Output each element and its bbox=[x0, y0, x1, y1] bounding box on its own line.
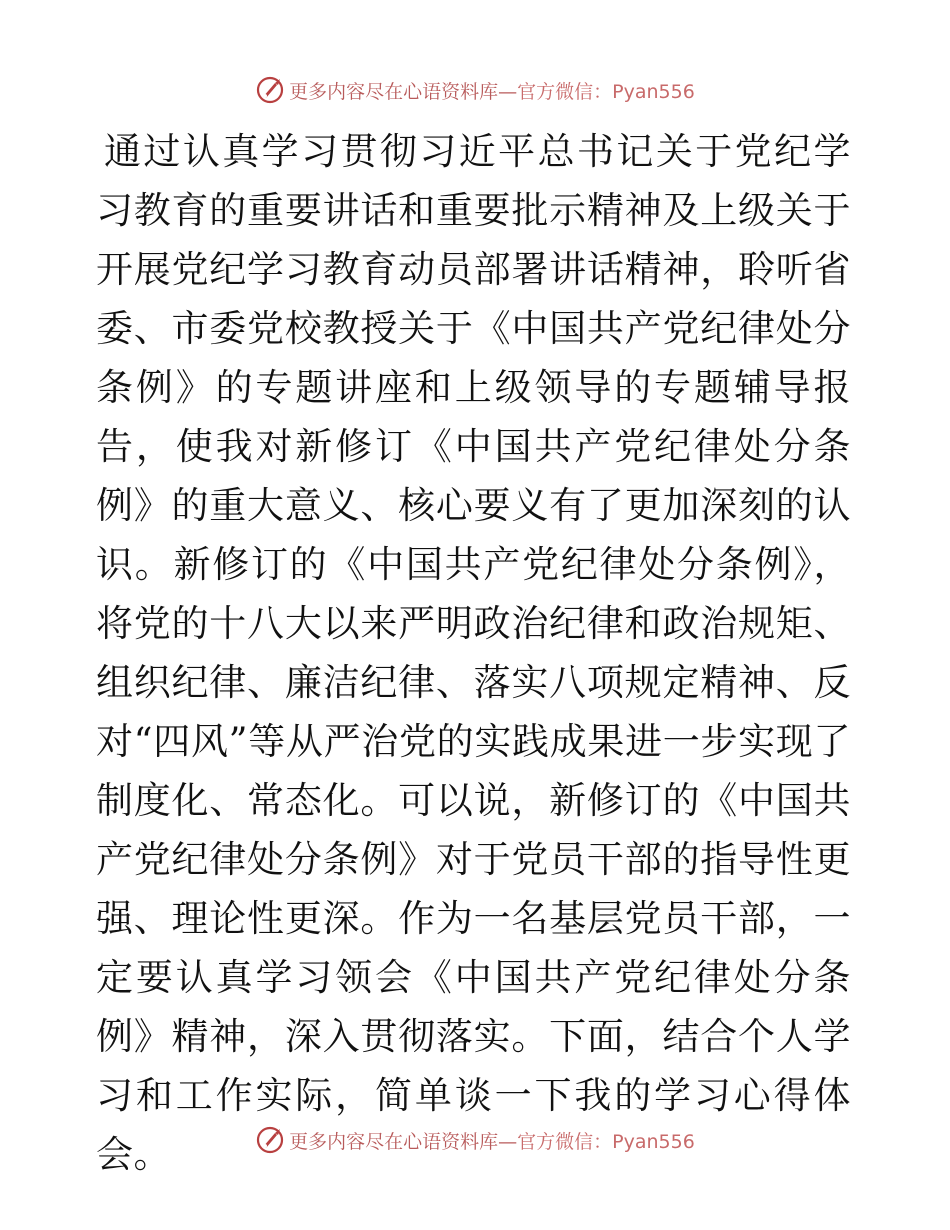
header-banner-dash: — bbox=[498, 80, 518, 103]
header-banner-text bbox=[289, 77, 695, 104]
header-brand-text: 更多内容尽在心语资料库 bbox=[289, 80, 499, 103]
header-contact-text: 官方微信：Pyan556 bbox=[517, 80, 695, 103]
footer-banner-content bbox=[255, 1125, 695, 1155]
header-banner bbox=[0, 70, 950, 110]
quill-pen-logo-icon bbox=[255, 1125, 285, 1155]
quill-pen-logo-icon bbox=[255, 75, 285, 105]
footer-banner-text bbox=[289, 1127, 695, 1154]
footer-contact-text: 官方微信：Pyan556 bbox=[517, 1130, 695, 1153]
body-paragraph: 通过认真学习贯彻习近平总书记关于党纪学习教育的重要讲话和重要批示精神及上级关于开展党纪学习教育动员部署讲话精神，聆听省委、市委党校教授关于《中国共产党纪律处分条例》的专题讲座和上级领导的专题辅导报告，使我对新修订《中国共产党纪律处分条例》的重大意义、核心要义有了更加深刻的认识。新修订的《中国共产党纪律处分条例》，将党的十八大以来严明政治纪律和政治规矩、组织纪律、廉洁纪律、落实八项规定精神、反对“四风”等从严治党的实践成果进一步实现了制度化、常态化。可以说，新修订的《中国共产党纪律处分条例》对于党员干部的指导性更强、理论性更深。作为一名基层党员干部，一定要认真学习领会《中国共产党纪律处分条例》精神，深入贯彻落实。下面，结合个人学习和工作实际，简单谈一下我的学习心得体会。 bbox=[96, 130, 851, 1176]
footer-brand-text: 更多内容尽在心语资料库 bbox=[289, 1130, 499, 1153]
footer-banner bbox=[0, 1120, 950, 1160]
footer-banner-dash: — bbox=[498, 1130, 518, 1153]
header-banner-content bbox=[255, 75, 695, 105]
document-body bbox=[96, 122, 851, 1184]
